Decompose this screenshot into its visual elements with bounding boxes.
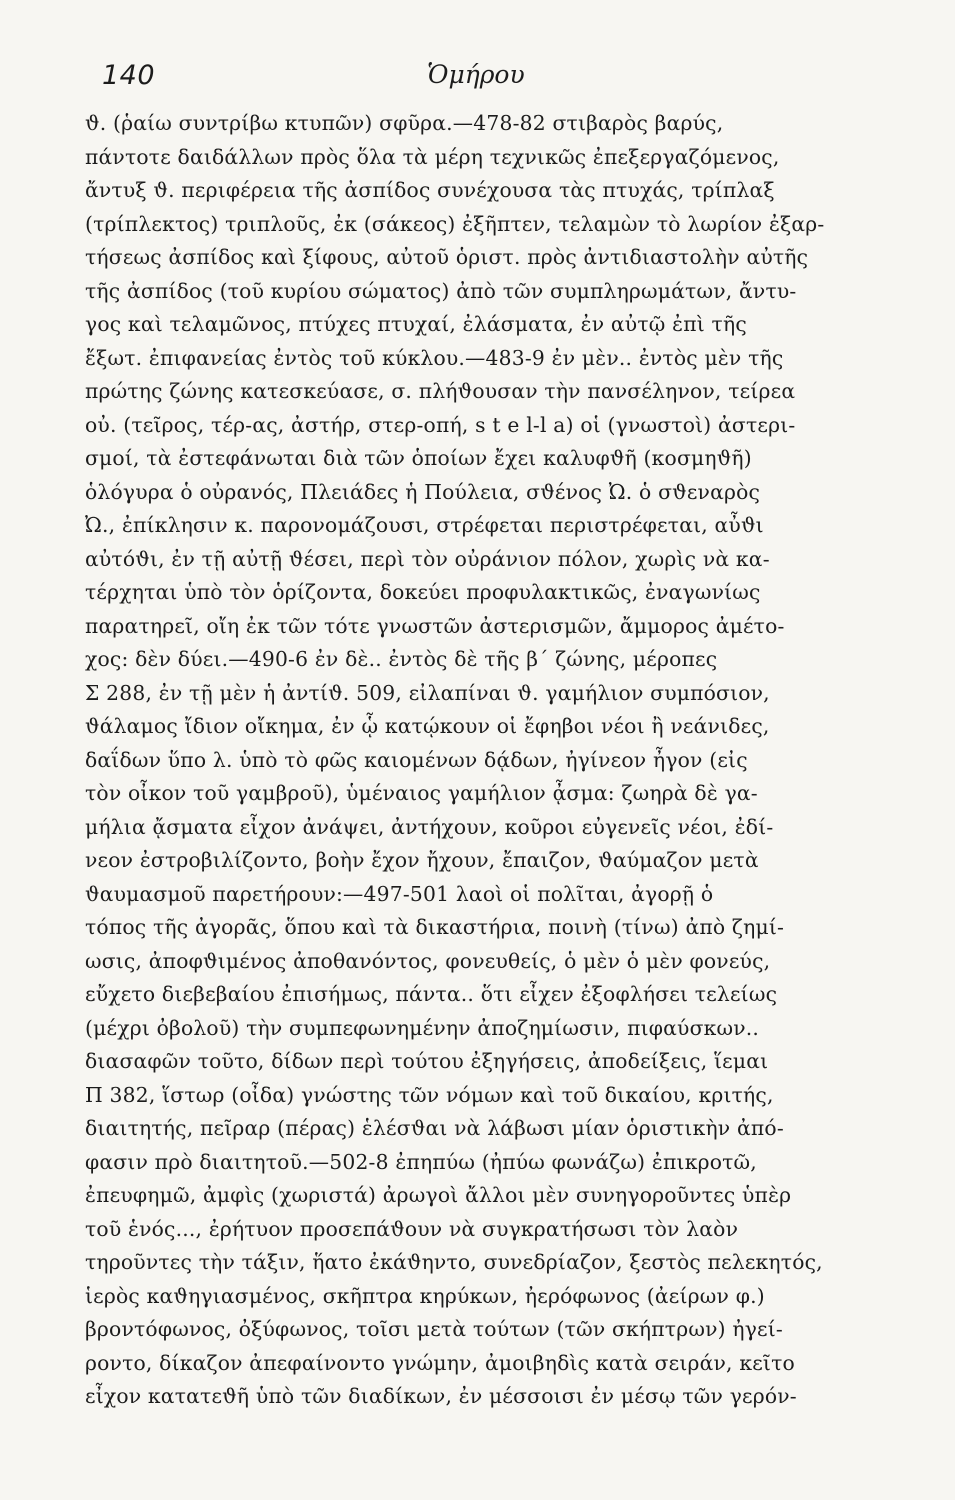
text-line: οὐ. (τεῖρος, τέρ-ας, ἀστήρ, στερ-οπή, s t e l-l a) οἱ (γνωστοὶ) ἀστερι-	[85, 412, 796, 437]
text-line: γος καὶ τελαμῶνος, πτύχες πτυχαί, ἐλάσματα, ἐν αὐτῷ ἐπὶ τῆς	[85, 312, 747, 336]
text-line: μήλια ᾄσματα εἶχον ἀνάψει, ἀντήχουν, κοῦροι εὐγενεῖς νέοι, ἐδί-	[85, 814, 774, 839]
text-line: πρώτης ζώνης κατεσκεύασε, σ. πλήϑουσαν τὴν πανσέληνον, τείρεα	[85, 379, 796, 403]
text-line: τηροῦντες τὴν τάξιν, ἥατο ἐκάϑηντο, συνεδρίαζον, ξεστὸς πελεκητός,	[85, 1250, 823, 1274]
text-line: Π 382, ἵστωρ (οἶδα) γνώστης τῶν νόμων καὶ τοῦ δικαίου, κριτής,	[85, 1082, 774, 1107]
text-line: Σ 288, ἐν τῇ μὲν ἡ ἀντίϑ. 509, εἰλαπίναι ϑ. γαμήλιον συμπόσιον,	[85, 680, 770, 705]
text-line: ροντο, δίκαζον ἀπεφαίνοντο γνώμην, ἀμοιβηδὶς κατὰ σειράν, κεῖτο	[85, 1350, 795, 1375]
text-line: πάντοτε δαιδάλλων πρὸς ὅλα τὰ μέρη τεχνικῶς ἐπεξεργαζόμενος,	[85, 144, 780, 169]
text-line: εἶχον κατατεϑῆ ὑπὸ τῶν διαδίκων, ἐν μέσσοισι ἐν μέσῳ τῶν γερόν-	[85, 1384, 797, 1408]
text-line: ωσις, ἀποφϑιμένος ἀποθανόντος, φονευθείς, ὁ μὲν ὁ μὲν φονεύς,	[85, 948, 771, 973]
text-line: διαιτητής, πεῖραρ (πέρας) ἑλέσϑαι νὰ λάβωσι μίαν ὁριστικὴν ἀπό-	[85, 1116, 784, 1140]
text-line: ϑ. (ῥαίω συντρίβω κτυπῶν) σφῦρα.—478-82 στιβαρὸς βαρύς,	[85, 111, 724, 135]
text-line: αὐτόϑι, ἐν τῇ αὐτῇ ϑέσει, περὶ τὸν οὐράνιον πόλον, χωρὶς νὰ κα-	[85, 546, 770, 571]
text-line: ἐπευφημῶ, ἀμφὶς (χωριστά) ἀρωγοὶ ἄλλοι μὲν συνηγοροῦντες ὑπὲρ	[85, 1183, 792, 1207]
text-line: δαΐδων ὕπο λ. ὑπὸ τὸ φῶς καιομένων δᾴδων, ἠγίνεον ἦγον (εἰς	[85, 747, 748, 772]
commentary-text	[85, 107, 840, 1414]
text-line: ἱερὸς καϑηγιασμένος, σκῆπτρα κηρύκων, ἠερόφωνος (ἀείρων φ.)	[85, 1283, 765, 1308]
text-line: διασαφῶν τοῦτο, δίδων περὶ τούτου ἐξηγήσεις, ἀποδείξεις, ἵεμαι	[85, 1049, 769, 1073]
page-header	[0, 56, 955, 96]
text-line: εὔχετο διεβεβαίου ἐπισήμως, πάντα.. ὅτι εἶχεν ἐξοφλήσει τελείως	[85, 982, 778, 1006]
text-line: νεον ἐστροβιλίζοντο, βοὴν ἔχον ἤχουν, ἔπαιζον, ϑαύμαζον μετὰ	[85, 848, 759, 872]
text-line: ϑάλαμος ἴδιον οἴκημα, ἐν ᾧ κατῴκουν οἱ ἔφηβοι νέοι ἢ νεάνιδες,	[85, 714, 770, 738]
text-line: ϑαυμασμοῦ παρετήρουν:—497-501 λαοὶ οἱ πολῖται, ἀγορῇ ὁ	[85, 881, 714, 906]
text-line: τέρχηται ὑπὸ τὸν ὁρίζοντα, δοκεύει προφυλακτικῶς, ἐναγωνίως	[85, 580, 761, 604]
text-line: (τρίπλεκτος) τριπλοῦς, ἐκ (σάκεος) ἐξῆπτεν, τελαμὼν τὸ λωρίον ἐξαρ-	[85, 211, 825, 236]
text-line: (μέχρι ὀβολοῦ) τὴν συμπεφωνημένην ἀποζημίωσιν, πιφαύσκων..	[85, 1015, 760, 1040]
text-line: ἄντυξ ϑ. περιφέρεια τῆς ἀσπίδος συνέχουσα τὰς πτυχάς, τρίπλαξ	[85, 178, 775, 202]
text-line: βροντόφωνος, ὀξύφωνος, τοῖσι μετὰ τούτων (τῶν σκήπτρων) ἠγεί-	[85, 1317, 783, 1341]
text-line: σμοί, τὰ ἐστεφάνωται διὰ τῶν ὁποίων ἔχει καλυφϑῆ (κοσμηϑῆ)	[85, 446, 752, 470]
text-line: παρατηρεῖ, οἴη ἐκ τῶν τότε γνωστῶν ἀστερισμῶν, ἄμμορος ἀμέτο-	[85, 613, 785, 638]
text-line: τήσεως ἀσπίδος καὶ ξίφους, αὐτοῦ ὁριστ. πρὸς ἀντιδιαστολὴν αὐτῆς	[85, 245, 809, 269]
text-line: Ὠ., ἐπίκλησιν κ. παρονομάζουσι, στρέφεται περιστρέφεται, αὖϑι	[85, 513, 764, 537]
text-line: τὸν οἶκον τοῦ γαμβροῦ), ὑμέναιος γαμήλιον ᾆσμα: ζωηρὰ δὲ γα-	[85, 781, 758, 805]
text-line: χος: δὲν δύει.—490-6 ἐν δὲ.. ἐντὸς δὲ τῆς β´ ζώνης, μέροπες	[85, 647, 718, 671]
text-line: ὁλόγυρα ὁ οὐρανός, Πλειάδες ἡ Πούλεια, σϑένος Ὠ. ὁ σϑεναρὸς	[85, 479, 761, 504]
page-number: 140	[102, 60, 156, 91]
text-line: φασιν πρὸ διαιτητοῦ.—502-8 ἐπηπύω (ἠπύω φωνάζω) ἐπικροτῶ,	[85, 1149, 757, 1174]
text-line: τοῦ ἑνός..., ἐρήτυον προσεπάϑουν νὰ συγκρατήσωσι τὸν λαὸν	[85, 1216, 739, 1241]
running-title: Ὁμήρου	[427, 60, 525, 89]
text-line: τόπος τῆς ἀγορᾶς, ὅπου καὶ τὰ δικαστήρια, ποινὴ (τίνω) ἀπὸ ζημί-	[85, 915, 785, 939]
text-line: ἔξωτ. ἐπιφανείας ἐντὸς τοῦ κύκλου.—483-9 ἐν μὲν.. ἐντὸς μὲν τῆς	[85, 345, 784, 370]
text-line: τῆς ἀσπίδος (τοῦ κυρίου σώματος) ἀπὸ τῶν συμπληρωμάτων, ἄντυ-	[85, 278, 797, 303]
